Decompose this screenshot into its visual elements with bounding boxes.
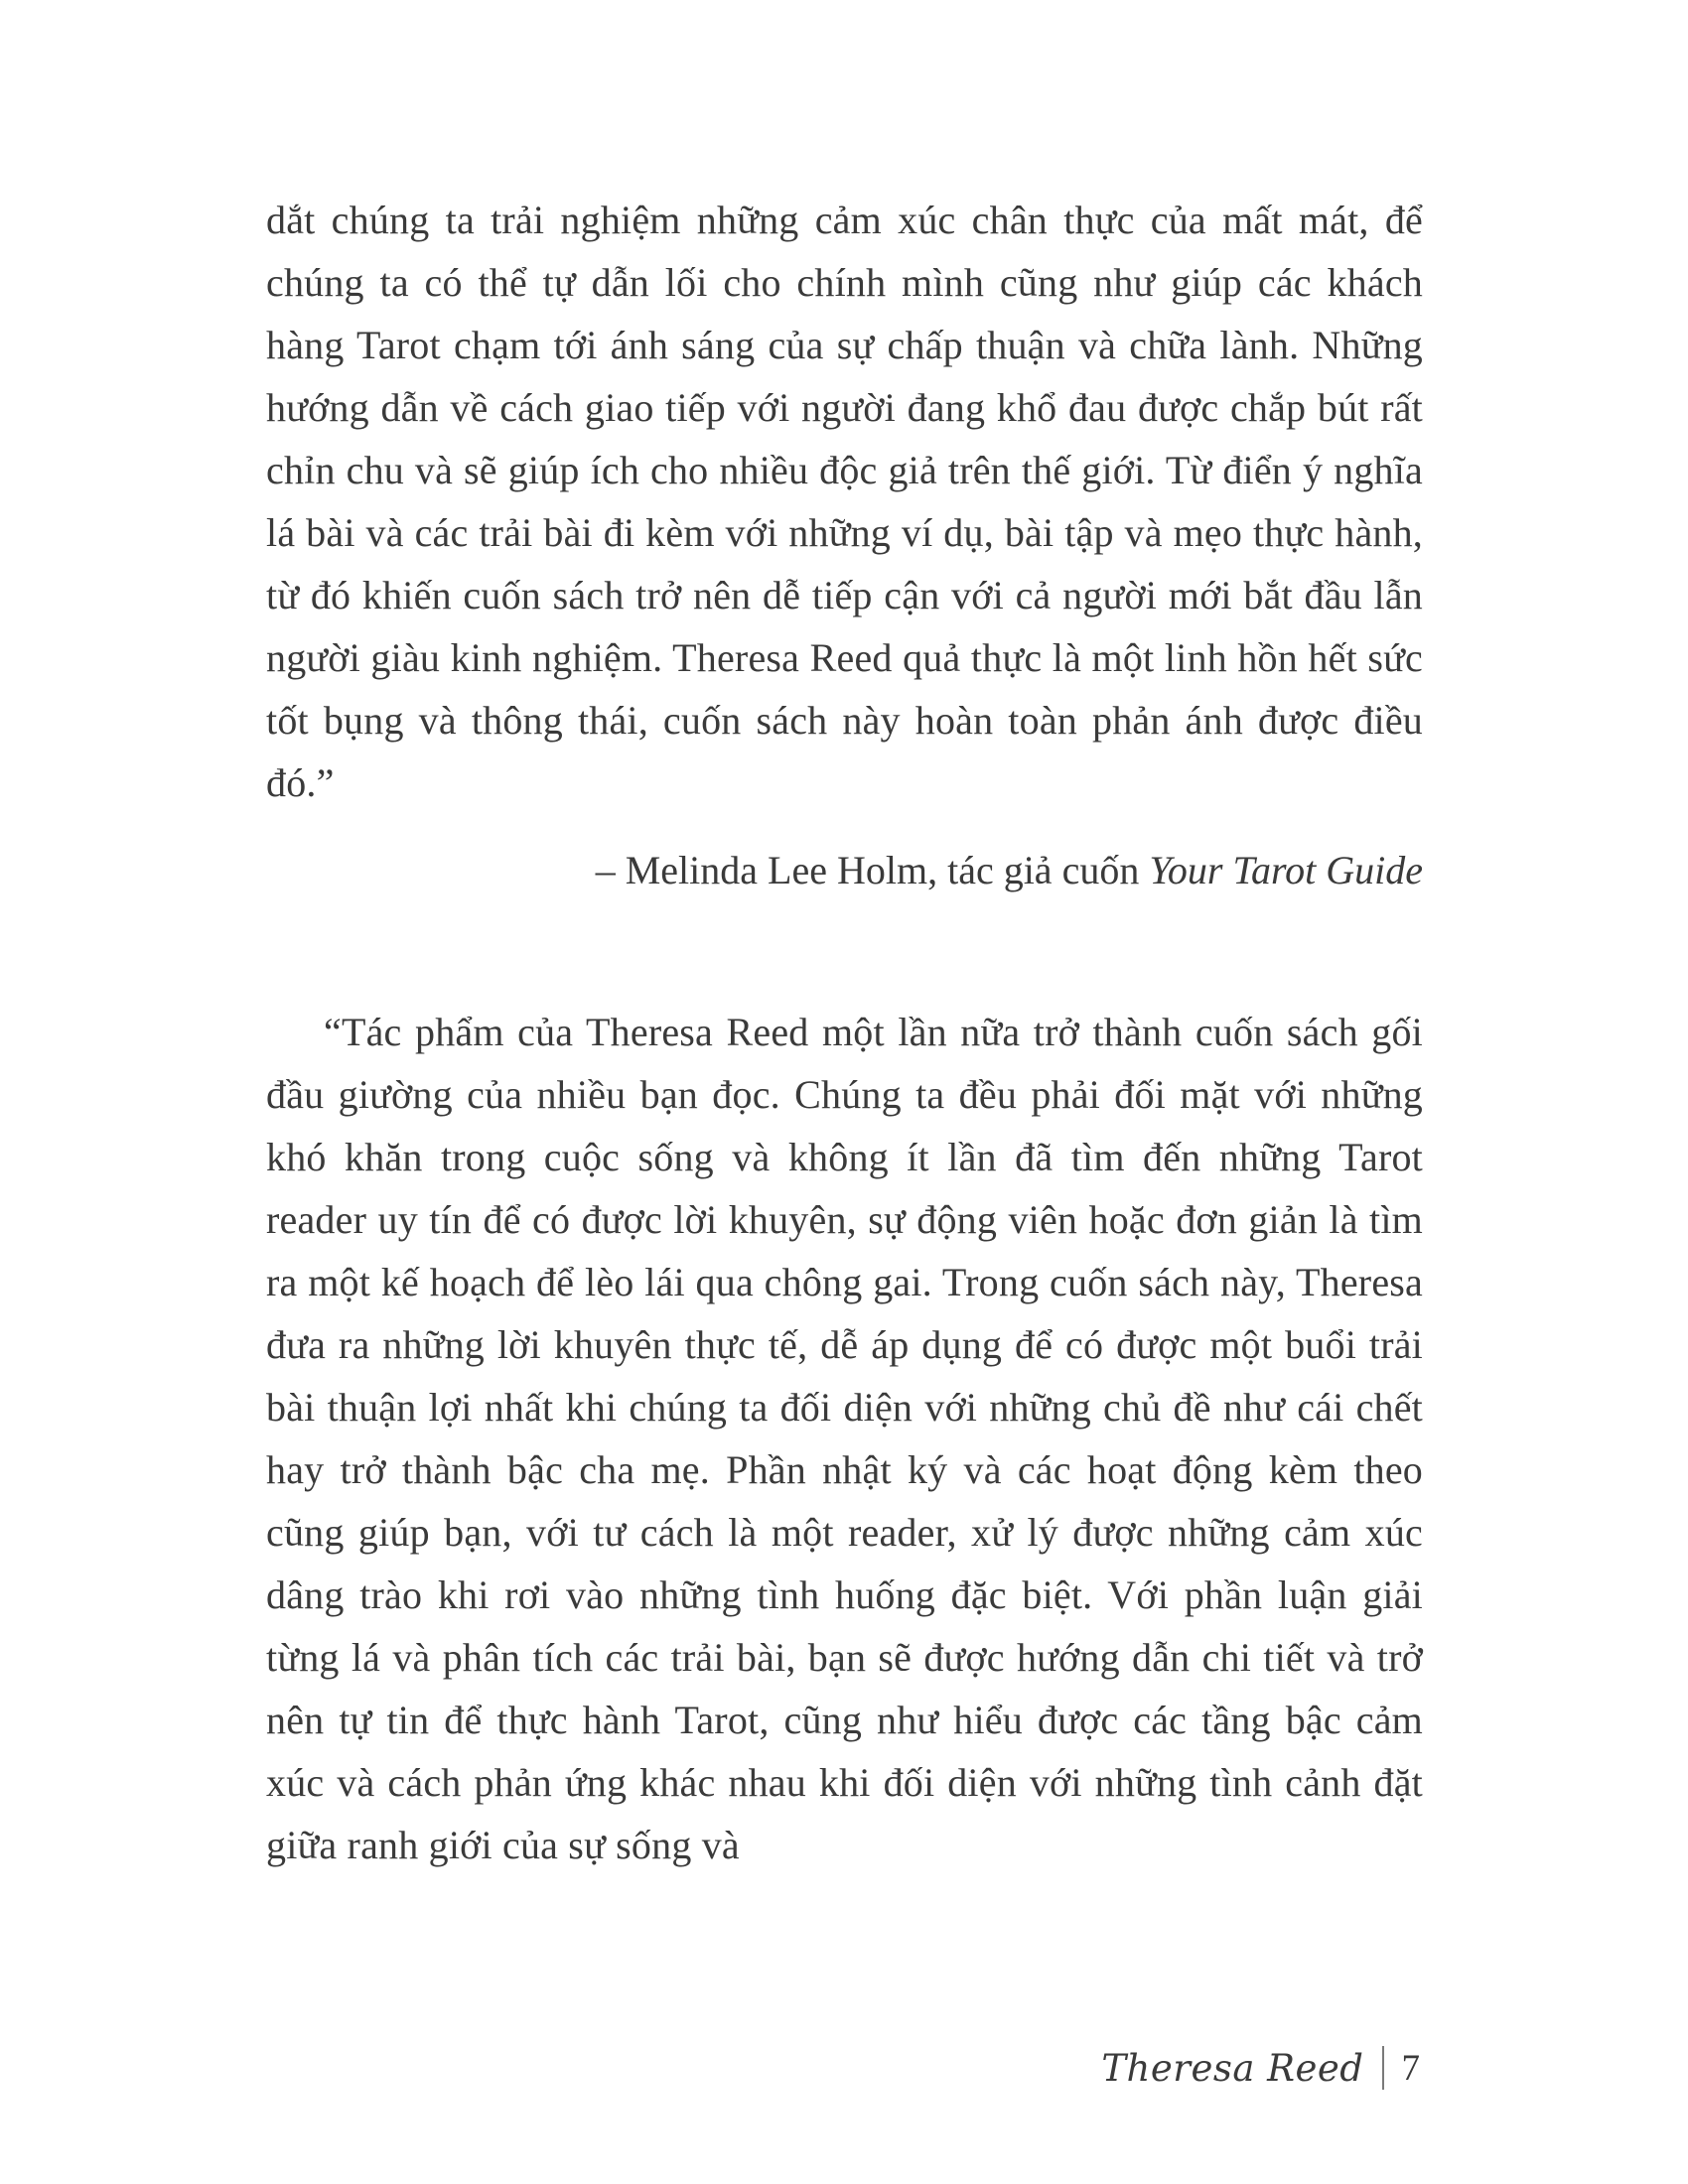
attribution-book-title: Your Tarot Guide xyxy=(1149,848,1423,892)
attribution-text: – Melinda Lee Holm, tác giả cuốn xyxy=(595,848,1150,892)
page-footer xyxy=(1101,2046,1420,2090)
footer-author-name: Theresa Reed xyxy=(1101,2046,1364,2090)
text-block xyxy=(266,189,1423,1876)
attribution-line xyxy=(266,839,1423,901)
review-paragraph-continuation: dắt chúng ta trải nghiệm những cảm xúc chân thực của mất mát, để chúng ta có thể tự dẫn lối cho chính mình cũng như giúp các khách hàng Tarot chạm tới ánh sáng của sự chấp thuận và chữa lành. Những hướng dẫn về cách giao tiếp với người đang khổ đau được chắp bút rất chỉn chu và sẽ giúp ích cho nhiều độc giả trên thế giới. Từ điển ý nghĩa lá bài và các trải bài đi kèm với những ví dụ, bài tập và mẹo thực hành, từ đó khiến cuốn sách trở nên dễ tiếp cận với cả người mới bắt đầu lẫn người giàu kinh nghiệm. Theresa Reed quả thực là một linh hồn hết sức tốt bụng và thông thái, cuốn sách này hoàn toàn phản ánh được điều đó.” xyxy=(266,198,1423,805)
footer-page-number: 7 xyxy=(1401,2047,1420,2089)
review-paragraph-testimonial: “Tác phẩm của Theresa Reed một lần nữa trở thành cuốn sách gối đầu giường của nhiều bạn đọc. Chúng ta đều phải đối mặt với những khó khăn trong cuộc sống và không ít lần đã tìm đến những Tarot reader uy tín để có được lời khuyên, sự động viên hoặc đơn giản là tìm ra một kế hoạch để lèo lái qua chông gai. Trong cuốn sách này, Theresa đưa ra những lời khuyên thực tế, dễ áp dụng để có được một buổi trải bài thuận lợi nhất khi chúng ta đối diện với những chủ đề như cái chết hay trở thành bậc cha mẹ. Phần nhật ký và các hoạt động kèm theo cũng giúp bạn, với tư cách là một reader, xử lý được những cảm xúc dâng trào khi rơi vào những tình huống đặc biệt. Với phần luận giải từng lá và phân tích các trải bài, bạn sẽ được hướng dẫn chi tiết và trở nên tự tin để thực hành Tarot, cũng như hiểu được các tầng bậc cảm xúc và cách phản ứng khác nhau khi đối diện với những tình cảnh đặt giữa ranh giới của sự sống và xyxy=(266,1010,1423,1867)
footer-divider xyxy=(1382,2046,1384,2090)
